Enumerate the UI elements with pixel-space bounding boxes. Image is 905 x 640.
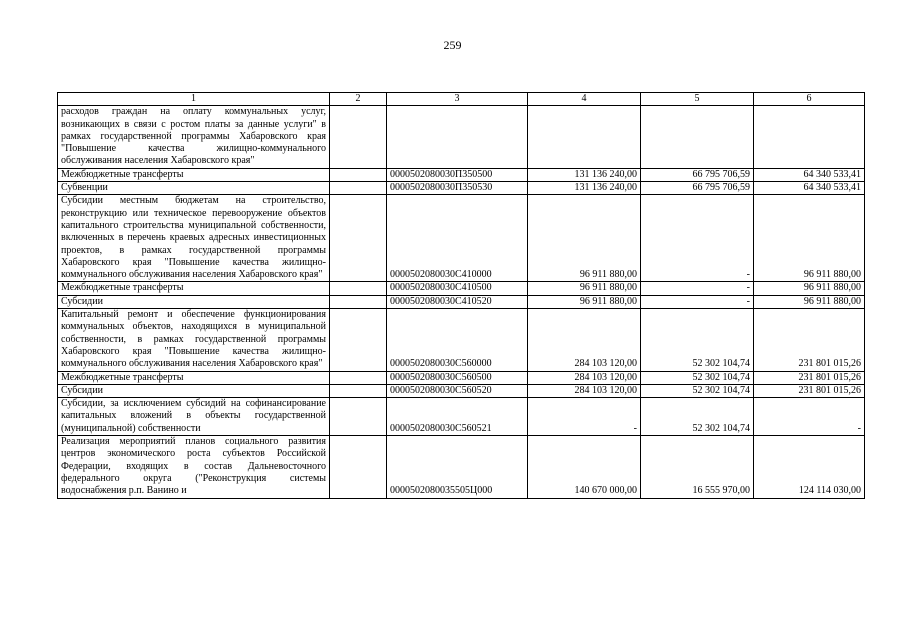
row-budget-code: 0000502080030П350500: [387, 168, 528, 181]
column-header: 2: [330, 93, 387, 106]
row-value-col4: 140 670 000,00: [528, 436, 641, 498]
row-budget-code: 0000502080030С560500: [387, 371, 528, 384]
table-row: [58, 384, 865, 397]
row-value-col5: -: [641, 282, 754, 295]
row-budget-code: 0000502080030С410500: [387, 282, 528, 295]
row-value-col5: 52 302 104,74: [641, 371, 754, 384]
table-row: [58, 195, 865, 282]
row-budget-code: 0000502080030С560000: [387, 309, 528, 371]
row-value-col5: 52 302 104,74: [641, 398, 754, 436]
row-description: Субвенции: [58, 182, 330, 195]
row-column-2: [330, 436, 387, 498]
row-column-2: [330, 168, 387, 181]
row-description: Субсидии, за исключением субсидий на софинансирование капитальных вложений в объекты государственной (муниципальной) собственности: [58, 398, 330, 436]
row-value-col4: 96 911 880,00: [528, 295, 641, 308]
row-description: Межбюджетные трансферты: [58, 282, 330, 295]
row-description: Реализация мероприятий планов социального развития центров экономического роста субъектов Российской Федерации, входящих в состав Дальневосточного федерального округа ("Реконструкция системы водоснабжения р.п. Ванино и: [58, 436, 330, 498]
table-row: [58, 106, 865, 168]
table-row: [58, 182, 865, 195]
row-budget-code: 0000502080030С560520: [387, 384, 528, 397]
row-value-col4: 131 136 240,00: [528, 168, 641, 181]
row-column-2: [330, 398, 387, 436]
row-budget-code: 0000502080035505Ц000: [387, 436, 528, 498]
column-header: 3: [387, 93, 528, 106]
row-column-2: [330, 182, 387, 195]
row-column-2: [330, 282, 387, 295]
table-row: [58, 398, 865, 436]
row-value-col4: [528, 106, 641, 168]
row-value-col6: [754, 106, 865, 168]
row-value-col5: 66 795 706,59: [641, 182, 754, 195]
column-header: 6: [754, 93, 865, 106]
row-budget-code: 0000502080030П350530: [387, 182, 528, 195]
row-description: Субсидии местным бюджетам на строительство, реконструкцию или техническое перевооружение объектов капитального строительства муниципальной собственности, включенных в перечень краевых адресных инвестиционных проектов, в рамках государственной программы Хабаровского края "Повышение качества жилищно-коммунального обслуживания населения Хабаровского края": [58, 195, 330, 282]
column-header: 4: [528, 93, 641, 106]
row-value-col6: 231 801 015,26: [754, 309, 865, 371]
row-column-2: [330, 371, 387, 384]
row-description: Субсидии: [58, 295, 330, 308]
row-budget-code: 0000502080030С410000: [387, 195, 528, 282]
row-column-2: [330, 295, 387, 308]
row-value-col6: -: [754, 398, 865, 436]
row-value-col4: 284 103 120,00: [528, 384, 641, 397]
row-column-2: [330, 106, 387, 168]
row-value-col4: 131 136 240,00: [528, 182, 641, 195]
row-value-col6: 96 911 880,00: [754, 195, 865, 282]
row-value-col6: 96 911 880,00: [754, 295, 865, 308]
column-number-header-row: [58, 93, 865, 106]
row-budget-code: 0000502080030С560521: [387, 398, 528, 436]
row-value-col5: 16 555 970,00: [641, 436, 754, 498]
row-value-col4: 96 911 880,00: [528, 282, 641, 295]
row-value-col6: 231 801 015,26: [754, 371, 865, 384]
table-row: [58, 371, 865, 384]
row-value-col5: -: [641, 195, 754, 282]
row-value-col6: 96 911 880,00: [754, 282, 865, 295]
row-budget-code: 0000502080030С410520: [387, 295, 528, 308]
row-value-col4: 284 103 120,00: [528, 371, 641, 384]
table-row: [58, 295, 865, 308]
row-column-2: [330, 309, 387, 371]
row-column-2: [330, 195, 387, 282]
page-number: 259: [443, 38, 462, 52]
row-column-2: [330, 384, 387, 397]
row-value-col5: -: [641, 295, 754, 308]
table-row: [58, 436, 865, 498]
column-header: 5: [641, 93, 754, 106]
column-header: 1: [58, 93, 330, 106]
row-budget-code: [387, 106, 528, 168]
row-value-col4: -: [528, 398, 641, 436]
row-value-col6: 231 801 015,26: [754, 384, 865, 397]
row-value-col4: 284 103 120,00: [528, 309, 641, 371]
row-description: расходов граждан на оплату коммунальных услуг, возникающих в связи с ростом платы за данные услуги" в рамках государственной программы Хабаровского края "Повышение качества жилищно-коммунального обслуживания населения Хабаровского края": [58, 106, 330, 168]
table-row: [58, 168, 865, 181]
budget-table: [57, 92, 865, 499]
row-description: Капитальный ремонт и обеспечение функционирования коммунальных объектов, находящихся в муниципальной собственности, в рамках государственной программы Хабаровского края "Повышение качества жилищно-коммунального обслуживания населения Хабаровского края": [58, 309, 330, 371]
row-value-col6: 124 114 030,00: [754, 436, 865, 498]
row-description: Межбюджетные трансферты: [58, 371, 330, 384]
row-value-col5: 52 302 104,74: [641, 384, 754, 397]
row-value-col6: 64 340 533,41: [754, 168, 865, 181]
row-value-col5: 52 302 104,74: [641, 309, 754, 371]
table-row: [58, 309, 865, 371]
row-description: Межбюджетные трансферты: [58, 168, 330, 181]
row-value-col5: 66 795 706,59: [641, 168, 754, 181]
row-description: Субсидии: [58, 384, 330, 397]
row-value-col6: 64 340 533,41: [754, 182, 865, 195]
row-value-col5: [641, 106, 754, 168]
table-row: [58, 282, 865, 295]
row-value-col4: 96 911 880,00: [528, 195, 641, 282]
